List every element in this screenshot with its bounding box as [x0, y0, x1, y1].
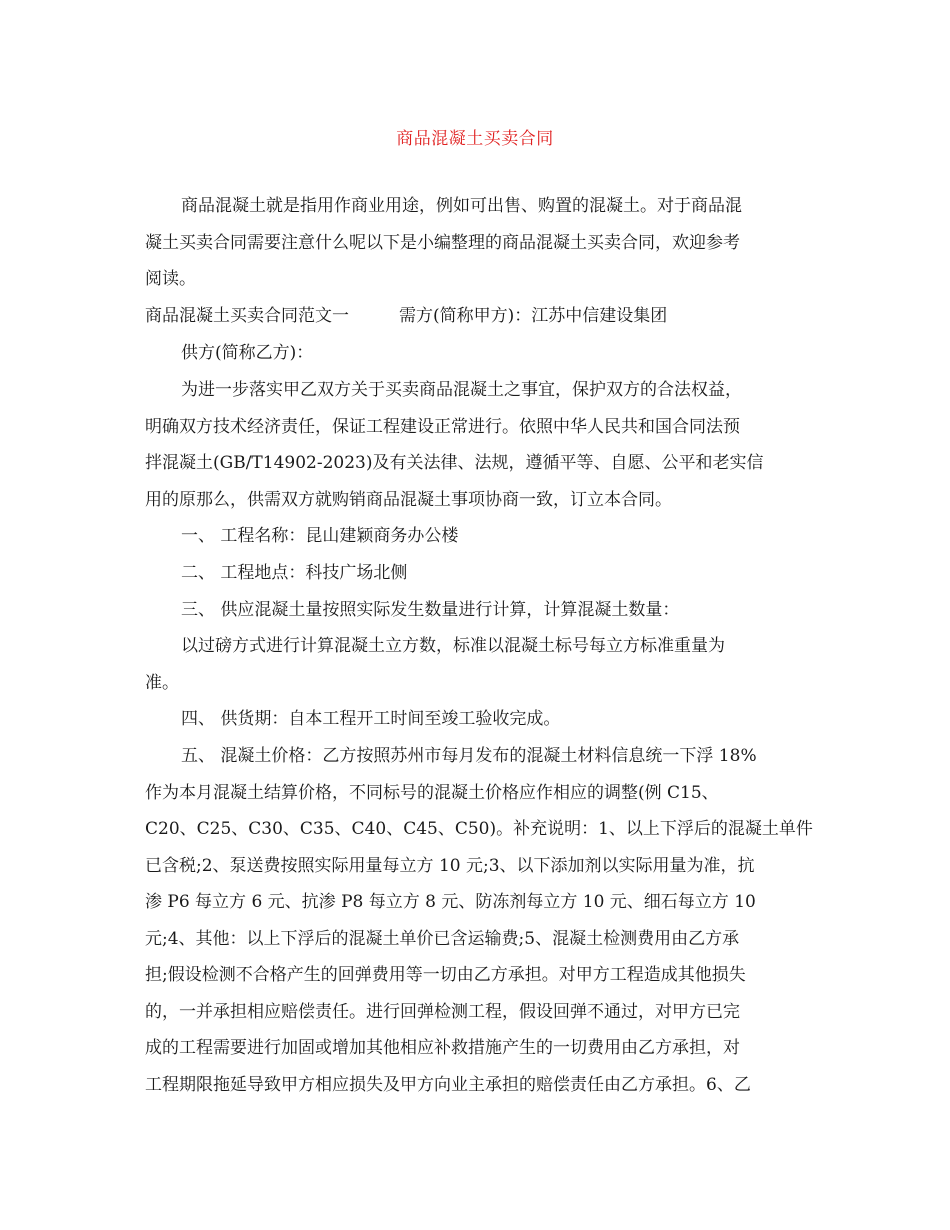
- text-line: 工程期限拖延导致甲方相应损失及甲方向业主承担的赔偿责任由乙方承担。6、乙: [145, 1074, 751, 1095]
- text-line: 元;4、其他：以上下浮后的混凝土单价已含运输费;5、混凝土检测费用由乙方承: [145, 928, 740, 949]
- buyer-line: 需方(简称甲方)：江苏中信建设集团: [399, 306, 668, 326]
- text-line: 准。: [145, 672, 179, 693]
- text-line: 商品混凝土就是指用作商业用途，例如可出售、购置的混凝土。对于商品混: [181, 196, 742, 216]
- text-line: 用的原那么，供需双方就购销商品混凝土事项协商一致，订立本合同。: [145, 489, 672, 510]
- text-line: 作为本月混凝土结算价格，不同标号的混凝土价格应作相应的调整(例 C15、: [145, 782, 719, 803]
- text-line: 五、 混凝土价格：乙方按照苏州市每月发布的混凝土材料信息统一下浮 18%: [181, 746, 757, 766]
- text-line: 拌混凝土(GB/T14902-2023)及有关法律、法规，遵循平等、自愿、公平和老实信: [145, 453, 764, 473]
- text-line: 凝土买卖合同需要注意什么呢以下是小编整理的商品混凝土买卖合同，欢迎参考: [145, 232, 740, 253]
- clause-3-detail: [145, 628, 810, 701]
- text-line: C20、C25、C30、C35、C40、C45、C50)。补充说明：1、以上下浮后的混凝土单件: [145, 819, 813, 839]
- text-line: 以过磅方式进行计算混凝土立方数，标准以混凝土标号每立方标准重量为: [181, 636, 725, 656]
- clause-5: [145, 738, 813, 1103]
- document-title: 商品混凝土买卖合同: [396, 129, 554, 149]
- clause-4: 四、 供货期：自本工程开工时间至竣工验收完成。: [181, 709, 561, 729]
- text-line: 担;假设检测不合格产生的回弹费用等一切由乙方承担。对甲方工程造成其他损失: [145, 965, 746, 985]
- clause-3: 三、 供应混凝土量按照实际发生数量进行计算，计算混凝土数量：: [181, 600, 680, 620]
- text-line: 已含税;2、泵送费按照实际用量每立方 10 元;3、以下添加剂以实际用量为准，抗: [145, 855, 755, 876]
- preamble-paragraph: [145, 372, 810, 518]
- sample-heading-line: [145, 298, 810, 335]
- text-line: 阅读。: [145, 269, 196, 289]
- intro-paragraph: [145, 188, 810, 298]
- text-line: 的，一并承担相应赔偿责任。进行回弹检测工程，假设回弹不通过，对甲方已完: [145, 1001, 740, 1022]
- text-line: 成的工程需要进行加固或增加其他相应补救措施产生的一切费用由乙方承担，对: [145, 1038, 740, 1058]
- text-line: 明确双方技术经济责任，保证工程建设正常进行。依照中华人民共和国合同法预: [145, 416, 740, 437]
- supplier-line: 供方(简称乙方)：: [181, 343, 314, 363]
- clause-1: 一、 工程名称：昆山建颖商务办公楼: [181, 526, 459, 546]
- clause-2: 二、 工程地点：科技广场北侧: [181, 563, 408, 583]
- text-line: 渗 P6 每立方 6 元、抗渗 P8 每立方 8 元、防冻剂每立方 10 元、细石每立方 10: [145, 892, 756, 912]
- text-line: 为进一步落实甲乙双方关于买卖商品混凝土之事宜，保护双方的合法权益，: [181, 380, 742, 400]
- sample-heading: 商品混凝土买卖合同范文一: [145, 306, 349, 326]
